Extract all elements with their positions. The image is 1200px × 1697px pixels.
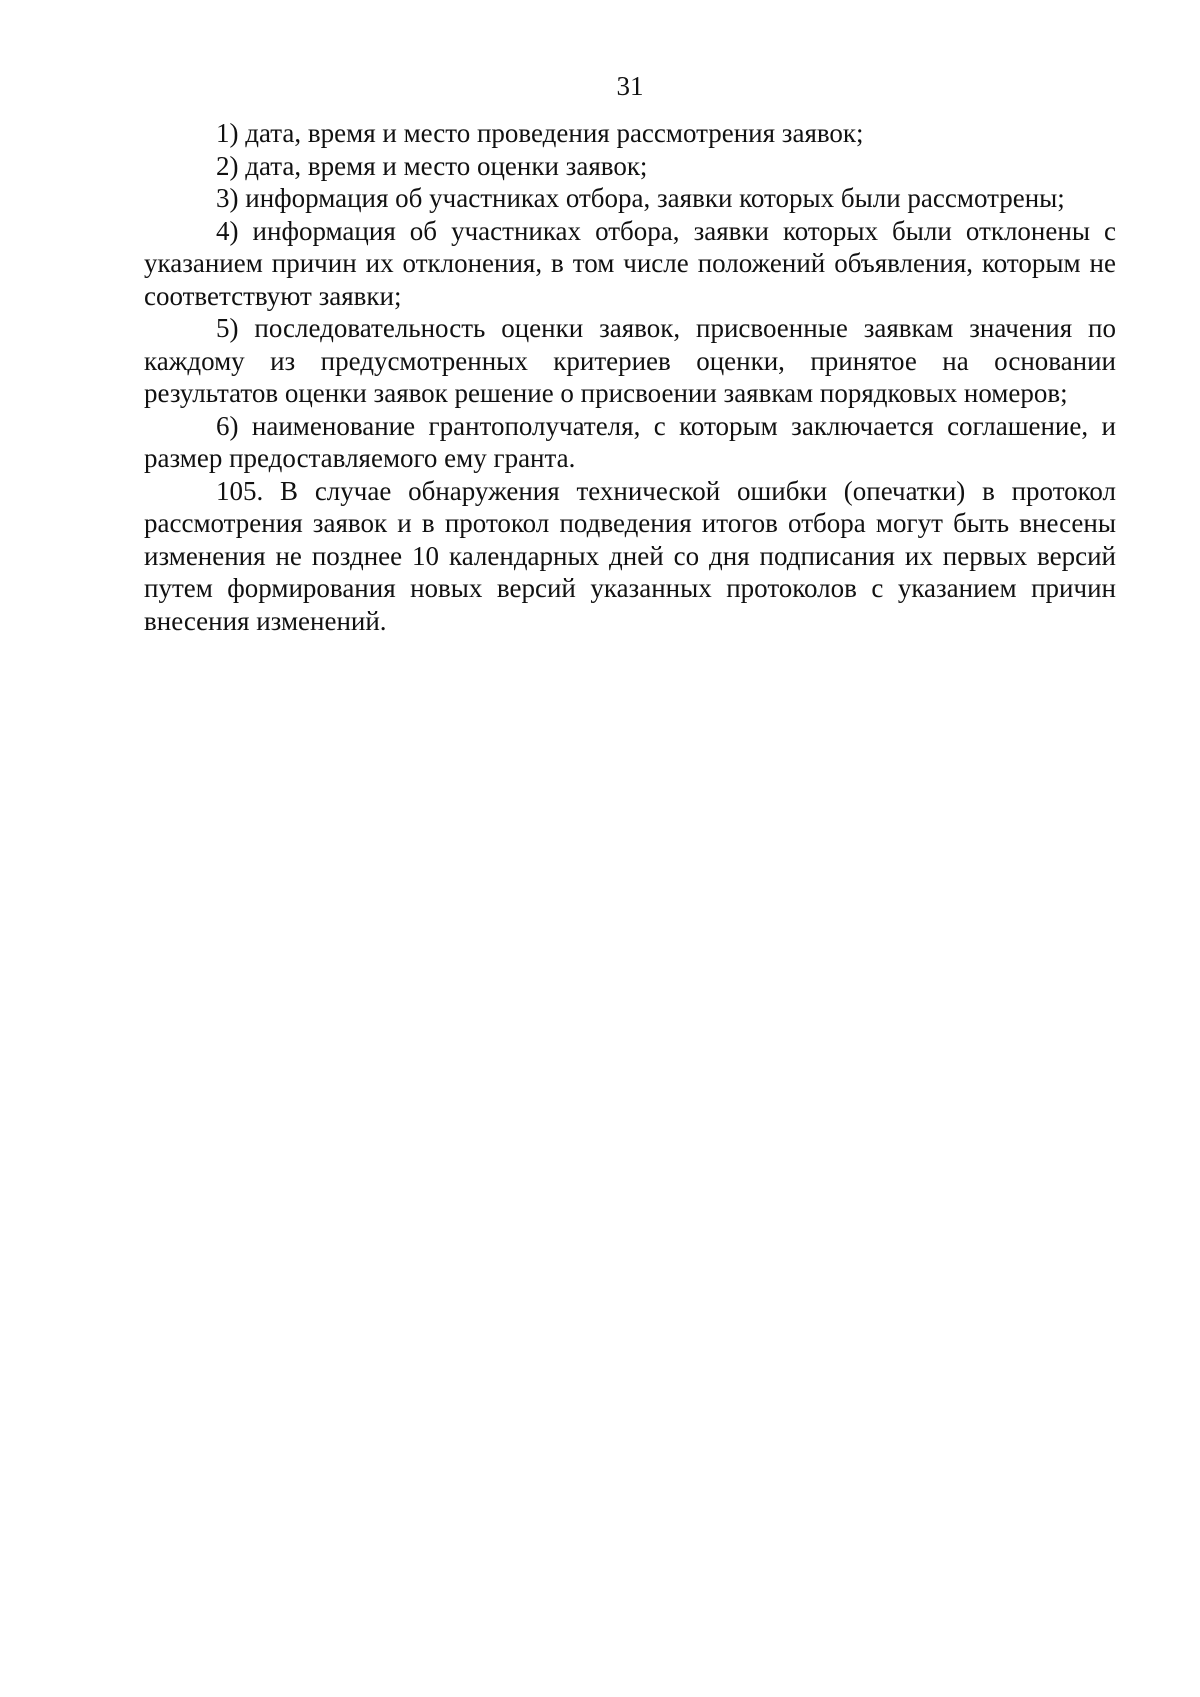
list-item-1: 1) дата, время и место проведения рассмотрения заявок; — [216, 118, 864, 148]
list-item-6: 6) наименование грантополучателя, с которым заключается соглашение, и размер предоставляемого ему гранта. — [144, 410, 1116, 473]
list-item-3: 3) информация об участниках отбора, заявки которых были рассмотрены; — [216, 183, 1065, 213]
page-number: 31 — [616, 71, 644, 101]
clause-105: 105. В случае обнаружения технической ошибки (опечатки) в протокол рассмотрения заявок и в протокол подведения итогов отбора могут быть внесены изменения не позднее 10 календарных дней со дня подписания их первых версий путем формирования новых версий указанных протоколов с указанием причин внесения изменений. — [144, 475, 1116, 636]
document-body — [144, 117, 1116, 637]
list-item-5: 5) последовательность оценки заявок, присвоенные заявкам значения по каждому из предусмотренных критериев оценки, принятое на основании результатов оценки заявок решение о присвоении заявкам порядковых номеров; — [144, 313, 1116, 408]
list-item-4: 4) информация об участниках отбора, заявки которых были отклонены с указанием причин их отклонения, в том числе положений объявления, которым не соответствуют заявки; — [144, 215, 1116, 311]
list-item-2: 2) дата, время и место оценки заявок; — [216, 150, 648, 181]
